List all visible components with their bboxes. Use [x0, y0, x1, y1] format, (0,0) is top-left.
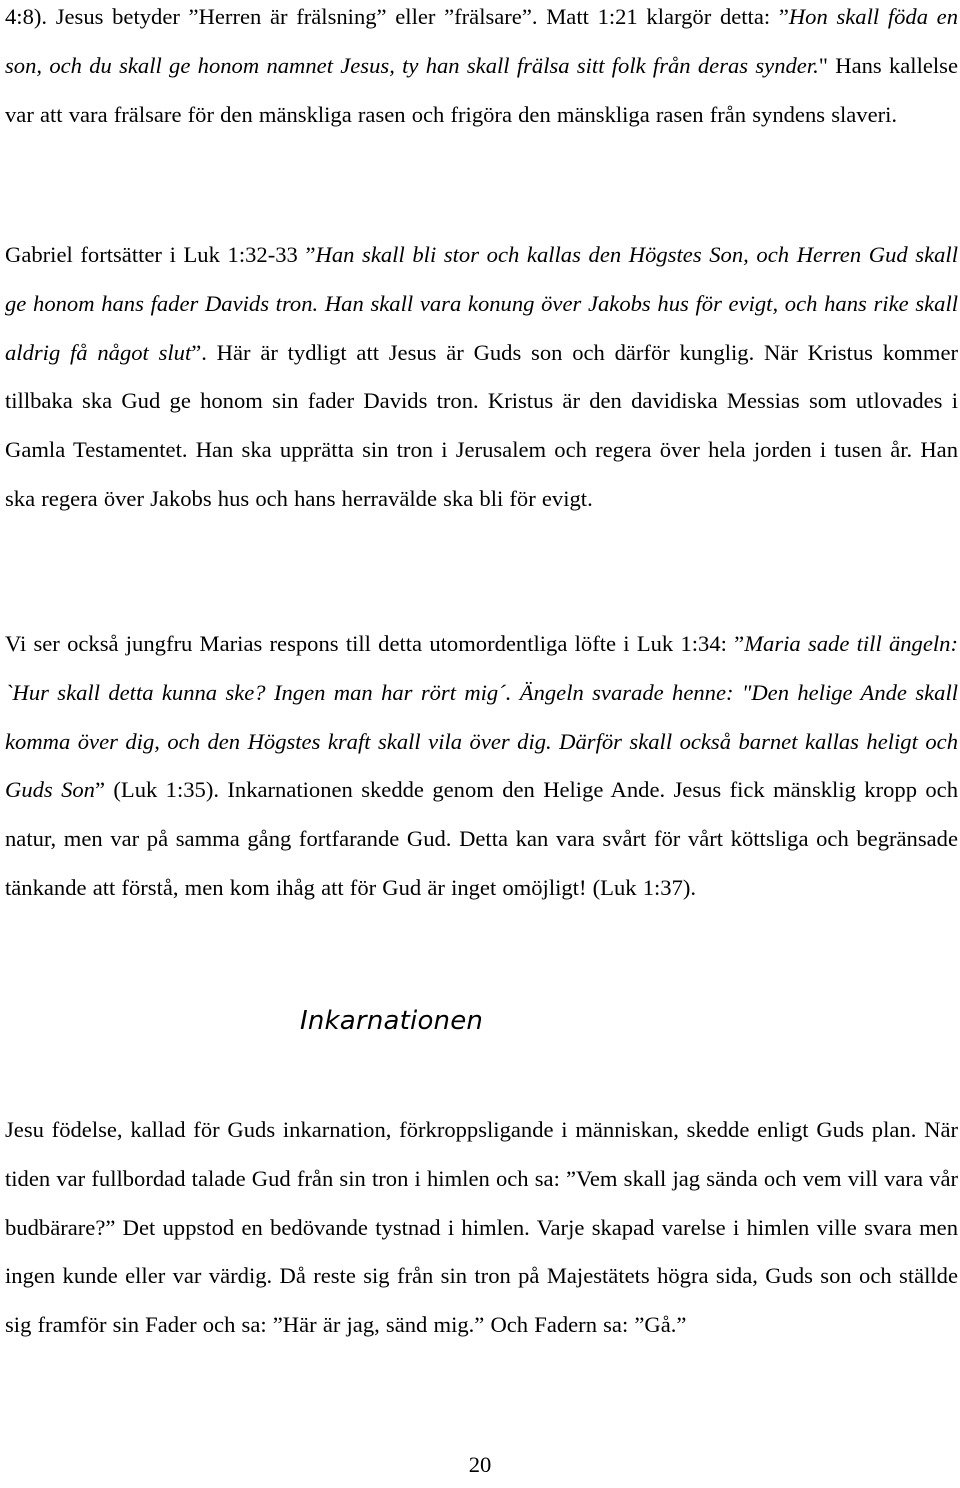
text-segment: Vi ser också jungfru Marias respons till detta utomordentliga löfte i Luk 1:34: ” — [5, 631, 745, 656]
italic-quote: Maria sade till ängeln: `Hur skall detta kunna ske? Ingen man har rört mig´. Ängeln svarade henne: "Den helige Ande skall komma över dig, och den Högstes kraft skall vila över dig. Därför skall också barnet kallas heligt och Guds Son — [5, 631, 958, 803]
paragraph-maria — [5, 620, 958, 913]
paragraph-jesu-fodelse — [5, 1106, 958, 1350]
section-heading: Inkarnationen — [300, 1006, 484, 1036]
text-segment: " Hans kallelse var att vara frälsare för den mänskliga rasen och frigöra den mänskliga rasen från syndens slaveri. — [5, 52, 958, 127]
text-segment: Jesu födelse, kallad för Guds inkarnation, förkroppsligande i människan, skedde enligt Guds plan. När tiden var fullbordad talade Gud från sin tron i himlen och sa: ”Vem skall jag sända och vem vill vara vår budbärare?” Det uppstod en bedövande tystnad i himlen. Varje skapad varelse i himlen ville svara men ingen kunde eller var värdig. Då reste sig från sin tron på Majestätets högra sida, Guds son och ställde sig framför sin Fader och sa: ”Här är jag, sänd mig.” Och Fadern sa: ”Gå.” — [5, 1117, 958, 1338]
italic-quote: Han skall bli stor och kallas den Högstes Son, och Herren Gud skall ge honom hans fader Davids tron. Han skall vara konung över Jakobs hus för evigt, och hans rike skall aldrig få något slut — [5, 242, 958, 365]
text-segment: Gabriel fortsätter i Luk 1:32-33 ” — [5, 242, 316, 267]
text-segment: 4:8). Jesus betyder ”Herren är frälsning” eller ”frälsare”. Matt 1:21 klargör detta: ” — [5, 4, 789, 29]
text-segment: ” (Luk 1:35). Inkarnationen skedde genom den Helige Ande. Jesus fick mänsklig kropp och natur, men var på samma gång fortfarande Gud. Detta kan vara svårt för vårt köttsliga och begränsade tänkande att förstå, men kom ihåg att för Gud är inget omöjligt! (Luk 1:37). — [5, 777, 958, 900]
italic-quote: Hon skall föda en son, och du skall ge honom namnet Jesus, ty han skall frälsa sitt folk från deras synder. — [5, 4, 958, 78]
paragraph-jesus-name — [5, 0, 958, 139]
text-segment: ”. Här är tydligt att Jesus är Guds son och därför kunglig. När Kristus kommer tillbaka ska Gud ge honom sin fader Davids tron. Kristus är den davidiska Messias som utlovades i Gamla Testamentet. Han ska upprätta sin tron i Jerusalem och regera över hela jorden i tusen år. Han ska regera över Jakobs hus och hans herravälde ska bli för evigt. — [5, 339, 958, 511]
page-number: 20 — [468, 1452, 492, 1477]
paragraph-gabriel — [5, 231, 958, 524]
